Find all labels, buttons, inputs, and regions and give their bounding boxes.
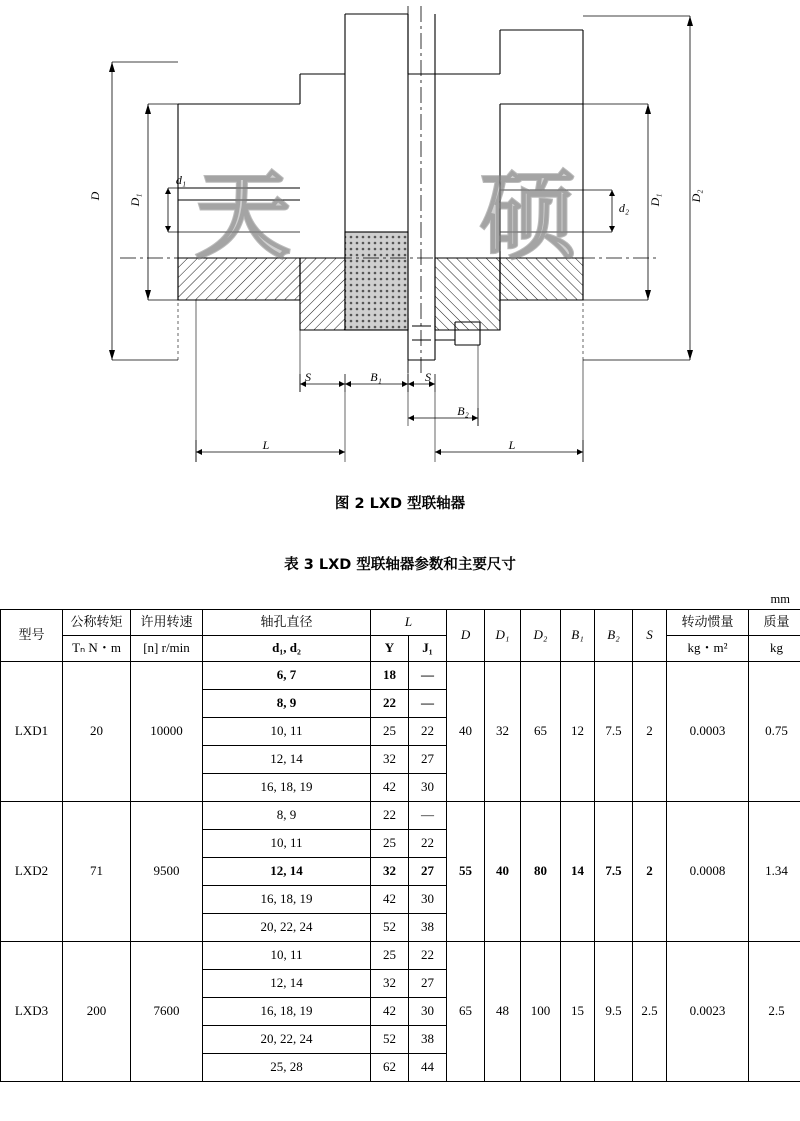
header-bore-cn: 轴孔直径: [203, 610, 371, 636]
dim-label-S-left: S: [305, 370, 311, 384]
header-D1: D₁: [485, 610, 521, 662]
cell-mass: 1.34: [749, 802, 800, 942]
table-body: [1, 662, 800, 1082]
cell-L-Y: 32: [371, 746, 409, 774]
cell-D: 65: [447, 942, 485, 1082]
cell-D1: 40: [485, 802, 521, 942]
cell-bore: 12, 14: [203, 970, 371, 998]
table-header-row-1: [1, 610, 800, 636]
cell-D1: 32: [485, 662, 521, 802]
cell-bore: 10, 11: [203, 718, 371, 746]
watermark-right: 硕: [480, 160, 580, 272]
header-L-Y: Y: [371, 636, 409, 662]
cell-S: 2: [633, 662, 667, 802]
table-row: [1, 942, 800, 970]
cell-model: LXD3: [1, 942, 63, 1082]
figure-caption: 图 2 LXD 型联轴器: [334, 496, 466, 512]
header-mass-cn: 质量: [749, 610, 800, 636]
cell-D2: 100: [521, 942, 561, 1082]
cell-B2: 9.5: [595, 942, 633, 1082]
cell-L-J1: 22: [409, 942, 447, 970]
cell-L-Y: 52: [371, 1026, 409, 1054]
cell-S: 2.5: [633, 942, 667, 1082]
cell-L-J1: 27: [409, 858, 447, 886]
header-model: 型号: [1, 610, 63, 662]
header-inertia-unit: kg・m²: [667, 636, 749, 662]
cell-L-J1: 30: [409, 886, 447, 914]
header-S: S: [633, 610, 667, 662]
cell-torque: 20: [63, 662, 131, 802]
cell-bore: 12, 14: [203, 858, 371, 886]
cell-D: 40: [447, 662, 485, 802]
spec-table: [0, 609, 800, 1082]
header-D: D: [447, 610, 485, 662]
cell-D: 55: [447, 802, 485, 942]
cell-B1: 14: [561, 802, 595, 942]
cell-L-Y: 22: [371, 690, 409, 718]
cell-L-Y: 42: [371, 886, 409, 914]
cell-bore: 10, 11: [203, 942, 371, 970]
dim-label-d2: d₂: [618, 201, 630, 215]
cell-L-Y: 62: [371, 1054, 409, 1082]
cell-bore: 12, 14: [203, 746, 371, 774]
table-row: [1, 662, 800, 690]
cell-L-J1: 22: [409, 718, 447, 746]
dim-label-L-left: L: [262, 438, 270, 452]
dim-label-D1-right: D₁: [648, 193, 662, 207]
cell-L-J1: 22: [409, 830, 447, 858]
cell-inertia: 0.0023: [667, 942, 749, 1082]
cell-inertia: 0.0008: [667, 802, 749, 942]
cell-L-Y: 25: [371, 942, 409, 970]
cell-B1: 12: [561, 662, 595, 802]
cell-L-Y: 25: [371, 830, 409, 858]
cell-L-J1: 30: [409, 998, 447, 1026]
header-D2: D₂: [521, 610, 561, 662]
cell-S: 2: [633, 802, 667, 942]
cell-mass: 2.5: [749, 942, 800, 1082]
cell-torque: 71: [63, 802, 131, 942]
cell-L-Y: 22: [371, 802, 409, 830]
cell-L-J1: 38: [409, 914, 447, 942]
cell-bore: 16, 18, 19: [203, 886, 371, 914]
cell-L-J1: 27: [409, 970, 447, 998]
cell-bore: 25, 28: [203, 1054, 371, 1082]
table-row: [1, 802, 800, 830]
table-header-row-2: [1, 636, 800, 662]
cell-speed: 9500: [131, 802, 203, 942]
cell-D2: 80: [521, 802, 561, 942]
dim-label-d1: d₁: [175, 173, 187, 187]
header-speed-cn: 许用转速: [131, 610, 203, 636]
cell-torque: 200: [63, 942, 131, 1082]
header-B1: B₁: [561, 610, 595, 662]
dim-label-D: D: [88, 191, 102, 201]
cell-speed: 7600: [131, 942, 203, 1082]
cell-L-Y: 52: [371, 914, 409, 942]
cell-bore: 16, 18, 19: [203, 774, 371, 802]
cell-L-Y: 32: [371, 858, 409, 886]
cell-B2: 7.5: [595, 802, 633, 942]
dim-label-D2: D₂: [689, 189, 703, 203]
cell-L-Y: 25: [371, 718, 409, 746]
cell-L-J1: 30: [409, 774, 447, 802]
header-torque-cn: 公称转矩: [63, 610, 131, 636]
cell-bore: 20, 22, 24: [203, 914, 371, 942]
header-L: L: [371, 610, 447, 636]
cell-L-J1: 38: [409, 1026, 447, 1054]
header-speed-sym: [n] r/min: [131, 636, 203, 662]
cell-L-J1: —: [409, 690, 447, 718]
cell-L-J1: 27: [409, 746, 447, 774]
header-inertia-cn: 转动惯量: [667, 610, 749, 636]
cell-L-J1: 44: [409, 1054, 447, 1082]
cell-L-Y: 42: [371, 774, 409, 802]
cell-inertia: 0.0003: [667, 662, 749, 802]
cell-L-Y: 42: [371, 998, 409, 1026]
cell-bore: 20, 22, 24: [203, 1026, 371, 1054]
watermark-left: 天: [195, 160, 295, 272]
header-B2: B₂: [595, 610, 633, 662]
cell-bore: 10, 11: [203, 830, 371, 858]
cell-B1: 15: [561, 942, 595, 1082]
cell-bore: 8, 9: [203, 690, 371, 718]
cell-D2: 65: [521, 662, 561, 802]
cell-B2: 7.5: [595, 662, 633, 802]
header-torque-sym: Tₙ N・m: [63, 636, 131, 662]
header-bore-sym: d₁, d₂: [203, 636, 371, 662]
cell-L-J1: —: [409, 802, 447, 830]
cell-L-J1: —: [409, 662, 447, 690]
cell-model: LXD1: [1, 662, 63, 802]
dim-label-D1-left: D₁: [128, 193, 142, 207]
table-unit-label: mm: [770, 592, 790, 606]
cell-speed: 10000: [131, 662, 203, 802]
dim-label-B1: B₁: [370, 370, 382, 384]
cell-bore: 6, 7: [203, 662, 371, 690]
dim-label-S-right: S: [425, 370, 431, 384]
cell-L-Y: 18: [371, 662, 409, 690]
dim-label-B2: B₂: [457, 404, 469, 418]
cell-model: LXD2: [1, 802, 63, 942]
header-L-J1: J₁: [409, 636, 447, 662]
cell-bore: 16, 18, 19: [203, 998, 371, 1026]
coupling-drawing: [0, 0, 800, 490]
figure-container: [0, 0, 800, 490]
cell-mass: 0.75: [749, 662, 800, 802]
cell-D1: 48: [485, 942, 521, 1082]
cell-L-Y: 32: [371, 970, 409, 998]
header-mass-unit: kg: [749, 636, 800, 662]
table-caption: 表 3 LXD 型联轴器参数和主要尺寸: [284, 557, 516, 573]
dim-label-L-right: L: [508, 438, 516, 452]
cell-bore: 8, 9: [203, 802, 371, 830]
